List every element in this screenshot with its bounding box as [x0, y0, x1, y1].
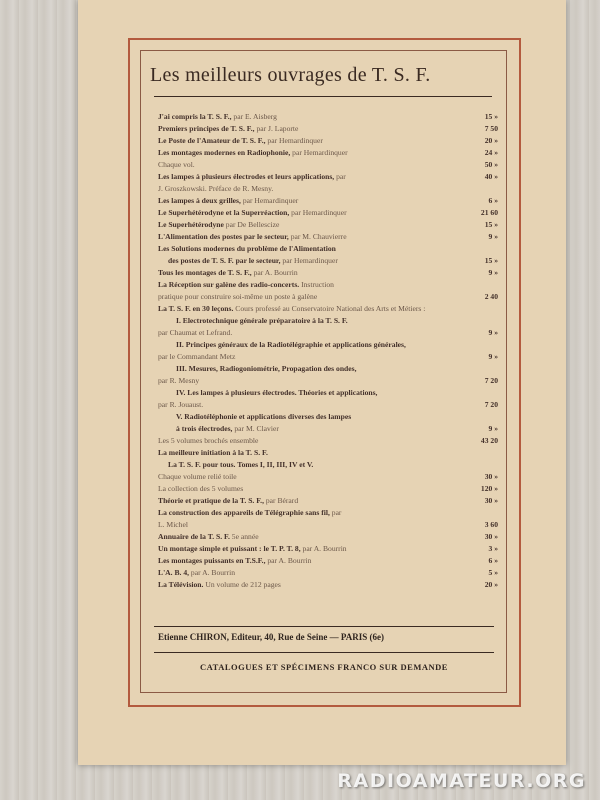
- book-title: [158, 495, 298, 507]
- book-title-text: La T. S. F. en 30 leçons.: [158, 304, 234, 313]
- book-title: [158, 291, 317, 303]
- book-title: [158, 579, 281, 591]
- book-author: par R. Mesny: [158, 376, 200, 385]
- book-title-text: Les lampes à plusieurs électrodes et leurs applications,: [158, 172, 335, 181]
- book-entry: [158, 399, 498, 411]
- book-title: [158, 351, 235, 363]
- book-price: 7 50: [484, 124, 498, 133]
- book-entry: [158, 411, 498, 423]
- book-author: par M. Clavier: [234, 424, 279, 433]
- book-price: 5 »: [488, 568, 498, 577]
- book-author: par R. Jouaust.: [158, 400, 204, 409]
- book-title: [158, 123, 298, 135]
- book-title-text: La Télévision.: [158, 580, 204, 589]
- book-price: 9 »: [488, 352, 498, 361]
- book-author: par Bérard: [265, 496, 299, 505]
- book-entry: [158, 363, 498, 375]
- book-title-text: Annuaire de la T. S. F.: [158, 532, 230, 541]
- book-author: J. Groszkowski. Préface de R. Mesny.: [158, 184, 274, 193]
- book-title: [176, 363, 357, 375]
- book-price: 6 »: [488, 556, 498, 565]
- book-entry: [158, 471, 498, 483]
- book-title: [158, 159, 195, 171]
- book-entry: [158, 183, 498, 195]
- book-entry: [158, 267, 498, 279]
- book-price: 43 20: [480, 436, 498, 445]
- book-price: 3 60: [484, 520, 498, 529]
- book-entry: [158, 555, 498, 567]
- book-title-text: Premiers principes de T. S. F.,: [158, 124, 255, 133]
- book-title-text: I. Electrotechnique générale préparatoire à la T. S. F.: [176, 316, 348, 325]
- book-title-text: La meilleure initiation à la T. S. F.: [158, 448, 268, 457]
- book-entry: [158, 351, 498, 363]
- book-price: 15 »: [484, 256, 498, 265]
- book-price: 20 »: [484, 136, 498, 145]
- book-title-text: IV. Les lampes à plusieurs électrodes. Théories et applications,: [176, 388, 378, 397]
- book-title-text: Le Superhétérodyne et la Superréaction,: [158, 208, 290, 217]
- catalog-notice: CATALOGUES ET SPÉCIMENS FRANCO SUR DEMANDE: [200, 662, 448, 672]
- book-title-text: Les lampes à deux grilles,: [158, 196, 241, 205]
- book-price: 120 »: [480, 484, 498, 493]
- book-author: par A. Bourrin: [302, 544, 347, 553]
- book-title: [158, 555, 311, 567]
- book-title: [158, 567, 235, 579]
- page-title: Les meilleurs ouvrages de T. S. F.: [150, 64, 431, 86]
- book-author: L. Michel: [158, 520, 188, 529]
- book-entry: [158, 279, 498, 291]
- book-title-text: La T. S. F. pour tous. Tomes I, II, III, IV et V.: [168, 460, 314, 469]
- book-title: [158, 195, 298, 207]
- book-title: [158, 531, 259, 543]
- book-author: par: [331, 508, 342, 517]
- book-title-text: III. Mesures, Radiogoniométrie, Propagation des ondes,: [176, 364, 357, 373]
- book-price: 30 »: [484, 496, 498, 505]
- book-title: [158, 375, 199, 387]
- book-price: 30 »: [484, 532, 498, 541]
- book-entry: [158, 483, 498, 495]
- book-title-text: La Réception sur galène des radio-concerts.: [158, 280, 300, 289]
- book-author: Cours professé au Conservatoire National des Arts et Métiers :: [235, 304, 426, 313]
- book-title: [158, 327, 232, 339]
- book-title: [158, 243, 336, 255]
- book-price: 2 40: [484, 292, 498, 301]
- book-author: par Hemardinquer: [292, 148, 348, 157]
- book-title-text: Théorie et pratique de la T. S. F.,: [158, 496, 264, 505]
- book-price: 40 »: [484, 172, 498, 181]
- book-title: [158, 279, 334, 291]
- book-title-text: J'ai compris la T. S. F.,: [158, 112, 232, 121]
- book-price: 15 »: [484, 220, 498, 229]
- book-author: par Hemardinquer: [282, 256, 338, 265]
- book-author: par A. Bourrin: [267, 556, 312, 565]
- book-title: [158, 543, 347, 555]
- book-price: 50 »: [484, 160, 498, 169]
- book-price: 9 »: [488, 424, 498, 433]
- book-author: par: [336, 172, 346, 181]
- publisher-line: Etienne CHIRON, Editeur, 40, Rue de Seine — PARIS (6e): [158, 632, 385, 642]
- book-entry: [158, 147, 498, 159]
- book-title: [176, 423, 279, 435]
- book-title-text: Les montages modernes en Radiophonie,: [158, 148, 291, 157]
- book-entry: [158, 339, 498, 351]
- book-title: [158, 135, 323, 147]
- book-entry: [158, 435, 498, 447]
- book-author: par Hemardinquer: [267, 136, 323, 145]
- book-title: [158, 267, 298, 279]
- book-entry: [158, 303, 498, 315]
- book-author: Un volume de 212 pages: [205, 580, 281, 589]
- footer-divider-bottom: [154, 652, 494, 653]
- book-title-text: à trois électrodes,: [176, 424, 233, 433]
- book-title: [158, 435, 258, 447]
- book-entry: [158, 423, 498, 435]
- book-title: [158, 483, 243, 495]
- book-author: Chaque vol.: [158, 160, 195, 169]
- book-entry: [158, 123, 498, 135]
- book-title: [168, 255, 338, 267]
- book-entry: [158, 495, 498, 507]
- book-author: La collection des 5 volumes: [158, 484, 244, 493]
- book-entry: [158, 135, 498, 147]
- book-entry: [158, 111, 498, 123]
- book-entry: [158, 255, 498, 267]
- book-author: par M. Chauvierre: [290, 232, 347, 241]
- book-list: [158, 111, 498, 591]
- book-title: [158, 399, 203, 411]
- book-entry: [158, 243, 498, 255]
- book-price: 9 »: [488, 328, 498, 337]
- book-title: [158, 111, 277, 123]
- book-title: [158, 171, 346, 183]
- site-watermark: RADIOAMATEUR.ORG: [337, 770, 586, 792]
- book-author: par A. Bourrin: [190, 568, 236, 577]
- book-entry: [158, 507, 498, 519]
- title-divider: [154, 96, 492, 97]
- book-author: par Hemardinquer: [291, 208, 347, 217]
- book-entry: [158, 291, 498, 303]
- book-entry: [158, 519, 498, 531]
- book-title: [176, 339, 406, 351]
- book-entry: [158, 195, 498, 207]
- book-entry: [158, 531, 498, 543]
- book-price: 30 »: [484, 472, 498, 481]
- book-author: par De Bellescize: [225, 220, 280, 229]
- book-title-text: L'Alimentation des postes par le secteur,: [158, 232, 289, 241]
- book-author: Les 5 volumes brochés ensemble: [158, 436, 259, 445]
- book-price: 7 20: [484, 376, 498, 385]
- book-title: [158, 507, 341, 519]
- book-author: par J. Laporte: [256, 124, 299, 133]
- book-entry: [158, 207, 498, 219]
- book-title: [158, 447, 268, 459]
- book-entry: [158, 543, 498, 555]
- book-entry: [158, 159, 498, 171]
- book-title: [158, 219, 279, 231]
- book-price: 9 »: [488, 268, 498, 277]
- book-entry: [158, 171, 498, 183]
- book-author: pratique pour construire soi-même un poste à galène: [158, 292, 318, 301]
- book-price: 21 60: [480, 208, 498, 217]
- book-title: [158, 303, 425, 315]
- book-entry: [158, 567, 498, 579]
- book-entry: [158, 375, 498, 387]
- book-author: Chaque volume relié toile: [158, 472, 237, 481]
- book-price: 15 »: [484, 112, 498, 121]
- book-entry: [158, 387, 498, 399]
- book-price: 9 »: [488, 232, 498, 241]
- book-entry: [158, 219, 498, 231]
- book-title-text: Le Poste de l'Amateur de T. S. F.,: [158, 136, 266, 145]
- book-title-text: Les montages puissants en T.S.F.,: [158, 556, 266, 565]
- book-title: [176, 315, 348, 327]
- book-price: 3 »: [488, 544, 498, 553]
- book-title-text: Les Solutions modernes du problème de l'Alimentation: [158, 244, 336, 253]
- book-author: par le Commandant Metz: [158, 352, 236, 361]
- book-author: par Hemardinquer: [242, 196, 299, 205]
- book-title: [168, 459, 313, 471]
- book-title: [158, 471, 237, 483]
- book-entry: [158, 579, 498, 591]
- book-entry: [158, 231, 498, 243]
- book-title: [158, 147, 348, 159]
- book-title-text: La construction des appareils de Télégraphie sans fil,: [158, 508, 330, 517]
- book-title-text: L'A. B. 4,: [158, 568, 190, 577]
- book-entry: [158, 315, 498, 327]
- book-title-text: II. Principes généraux de la Radiotélégraphie et applications générales,: [176, 340, 406, 349]
- book-title-text: Le Superhétérodyne: [158, 220, 224, 229]
- book-title: [158, 183, 273, 195]
- book-price: 20 »: [484, 580, 498, 589]
- book-price: 6 »: [488, 196, 498, 205]
- book-title: [176, 411, 351, 423]
- book-title: [158, 207, 347, 219]
- book-price: 7 20: [484, 400, 498, 409]
- book-title-text: V. Radiotéléphonie et applications diverses des lampes: [176, 412, 352, 421]
- book-entry: [158, 447, 498, 459]
- book-title: [158, 519, 188, 531]
- book-title-text: Un montage simple et puissant : le T. P. T. 8,: [158, 544, 301, 553]
- book-author: par Chaumat et Lefrand.: [158, 328, 233, 337]
- book-author: 5e année: [231, 532, 259, 541]
- book-author: par E. Aisberg: [233, 112, 277, 121]
- book-title: [176, 387, 377, 399]
- book-entry: [158, 459, 498, 471]
- book-title-text: des postes de T. S. F. par le secteur,: [168, 256, 281, 265]
- footer-divider-top: [154, 626, 494, 627]
- book-entry: [158, 327, 498, 339]
- book-title-text: Tous les montages de T. S. F.,: [158, 268, 252, 277]
- book-author: Instruction: [301, 280, 334, 289]
- book-author: par A. Bourrin: [253, 268, 298, 277]
- book-title: [158, 231, 347, 243]
- book-price: 24 »: [484, 148, 498, 157]
